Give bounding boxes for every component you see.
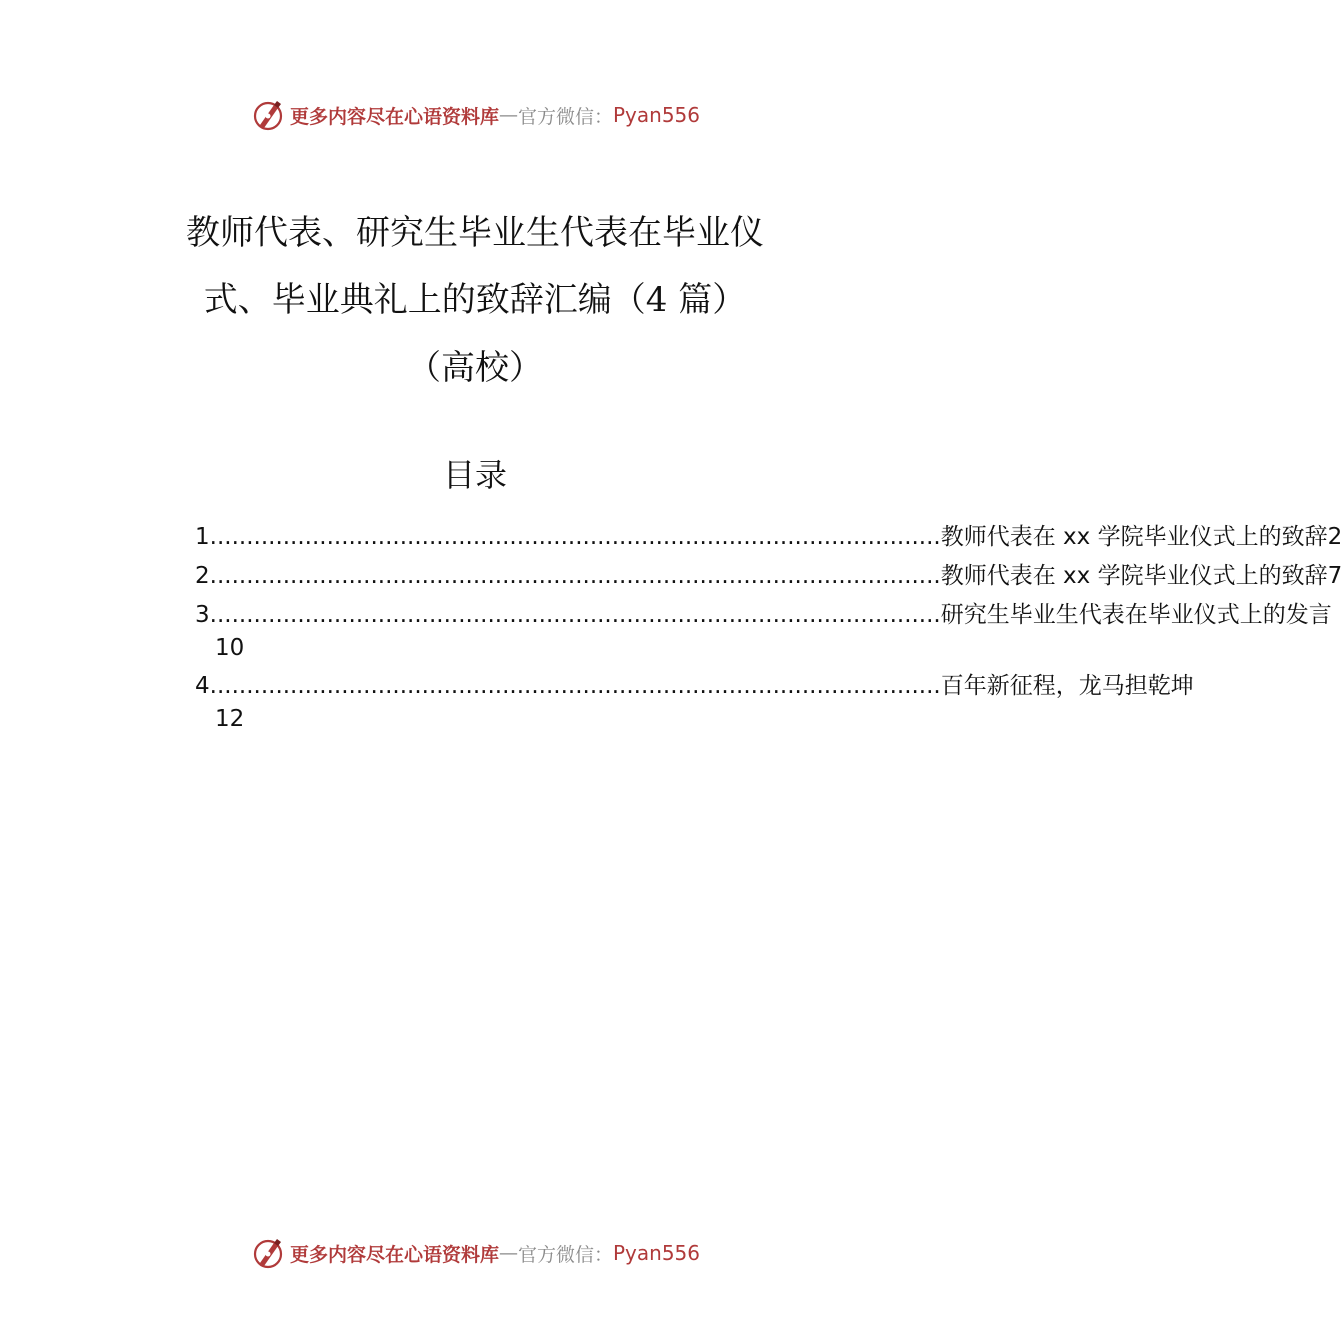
- toc-item-text: 百年新征程，龙马担乾坤: [940, 673, 1194, 699]
- toc-item-number: 2: [195, 563, 210, 589]
- document-title-line3: （高校）: [407, 348, 543, 388]
- toc-item-number: 3: [195, 602, 210, 628]
- document-title-line2: 式、毕业典礼上的致辞汇编（4 篇）: [203, 280, 747, 320]
- pen-logo-icon: [250, 1235, 286, 1271]
- toc-item-page: 10: [215, 635, 245, 661]
- toc-item-3[interactable]: [195, 596, 1332, 635]
- document-title-line1: 教师代表、研究生毕业生代表在毕业仪: [186, 213, 764, 253]
- banner-wechat-label: 官方微信：: [517, 1243, 613, 1266]
- banner-brand-text: 更多内容尽在心语资料库: [289, 105, 499, 128]
- toc-leader-dots: ....................................................................................................: [209, 602, 941, 628]
- toc-leader-dots: ....................................................................................................: [209, 563, 941, 589]
- toc-item-1[interactable]: [195, 518, 1342, 557]
- toc-item-number: 1: [195, 524, 210, 550]
- toc-item-number: 4: [195, 673, 210, 699]
- banner-dash: —: [498, 104, 518, 126]
- toc-heading: 目录: [442, 456, 507, 494]
- banner-dash: —: [498, 1242, 518, 1264]
- toc-item-4[interactable]: [195, 667, 1194, 706]
- toc-item-text: 研究生毕业生代表在毕业仪式上的发言: [940, 602, 1332, 628]
- footer-banner: [0, 1233, 950, 1273]
- toc-item-page: 12: [215, 706, 245, 732]
- toc-leader-dots: ....................................................................................................: [209, 524, 941, 550]
- toc-item-page: 7: [1327, 563, 1342, 589]
- toc-item-text: 教师代表在 xx 学院毕业仪式上的致辞: [940, 524, 1328, 550]
- toc-leader-dots: ....................................................................................................: [209, 673, 941, 699]
- banner-brand-text: 更多内容尽在心语资料库: [289, 1243, 499, 1266]
- pen-logo-icon: [250, 97, 286, 133]
- banner-wechat-id: Pyan556: [613, 103, 701, 127]
- table-of-contents: [195, 518, 1342, 738]
- banner-wechat-label: 官方微信：: [517, 105, 613, 128]
- toc-item-page: 2: [1327, 524, 1342, 550]
- header-banner: [0, 95, 950, 135]
- toc-item-2[interactable]: [195, 557, 1342, 596]
- toc-item-text: 教师代表在 xx 学院毕业仪式上的致辞: [940, 563, 1328, 589]
- banner-wechat-id: Pyan556: [613, 1241, 701, 1265]
